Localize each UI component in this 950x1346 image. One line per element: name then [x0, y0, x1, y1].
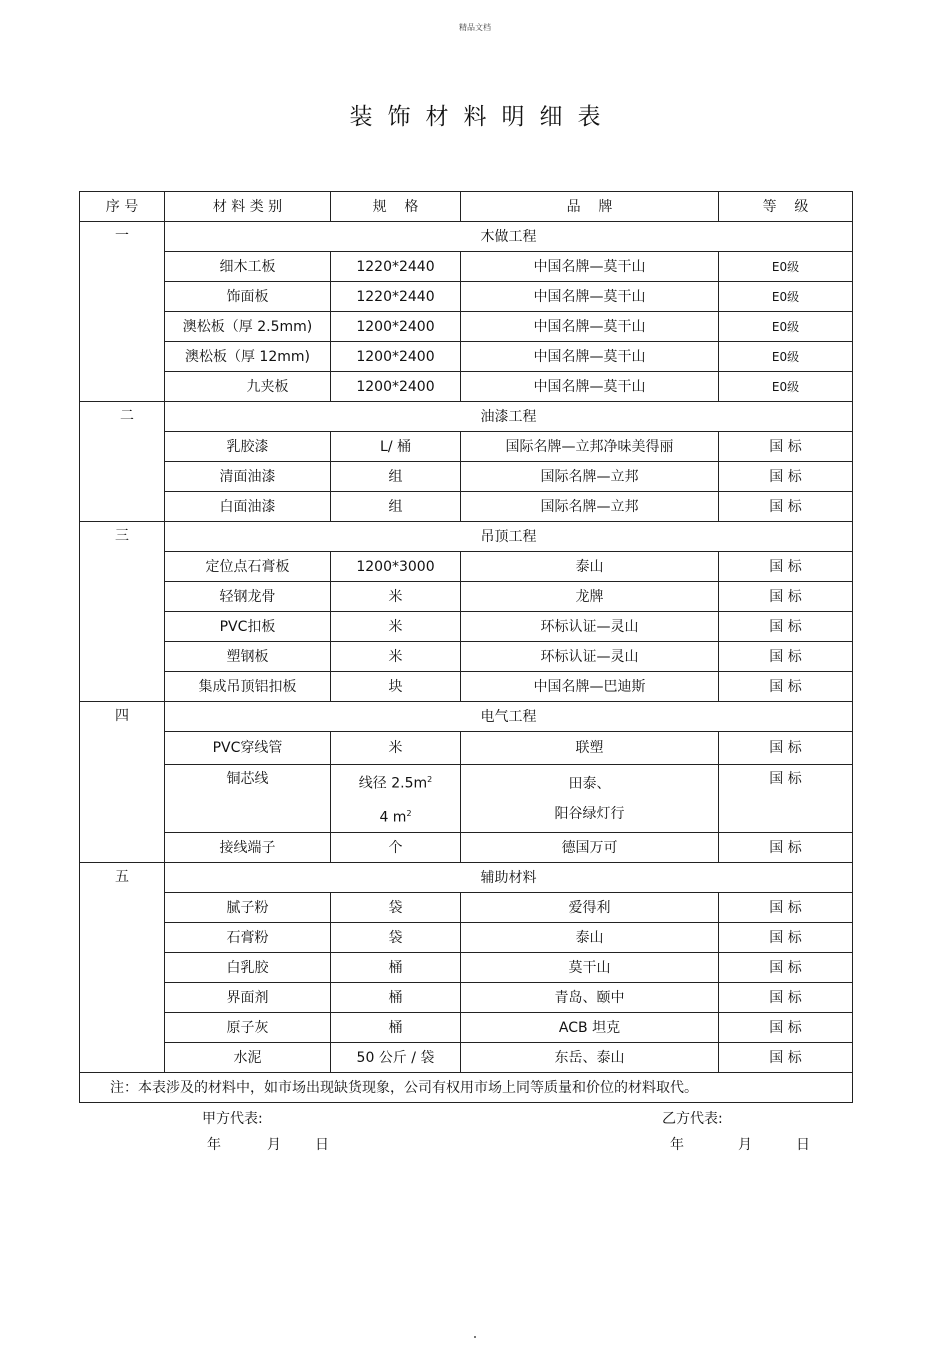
- party-a-label: 甲方代表:: [202, 1111, 263, 1127]
- brand-line-1: 田泰、: [568, 775, 611, 792]
- cell-spec: 1200*3000: [331, 552, 461, 582]
- section-row: [80, 402, 853, 432]
- cell-category: 白乳胶: [165, 953, 331, 983]
- cell-category: 九夹板: [165, 372, 331, 402]
- brand-line-2: 阳谷绿灯行: [554, 805, 625, 822]
- cell-spec: 桶: [331, 953, 461, 983]
- date-year: 年: [207, 1137, 221, 1153]
- table-row: [80, 432, 853, 462]
- party-b-label: 乙方代表:: [662, 1111, 723, 1127]
- cell-brand: 德国万可: [461, 833, 719, 863]
- cell-category: 轻钢龙骨: [165, 582, 331, 612]
- cell-spec: 1220*2440: [331, 252, 461, 282]
- header-grade: 等 级: [719, 192, 853, 222]
- section-index: 一: [80, 222, 165, 402]
- table-row: [80, 672, 853, 702]
- table-row: [80, 552, 853, 582]
- cell-grade: 国 标: [719, 582, 853, 612]
- cell-brand: 青岛、颐中: [461, 983, 719, 1013]
- party-a-date: [207, 1134, 329, 1154]
- cell-spec: 米: [331, 582, 461, 612]
- cell-category: 清面油漆: [165, 462, 331, 492]
- cell-grade: 国 标: [719, 732, 853, 765]
- section-index: 二: [80, 402, 165, 522]
- section-row: [80, 702, 853, 732]
- table-row: [80, 252, 853, 282]
- table-row: [80, 923, 853, 953]
- cell-category: 定位点石膏板: [165, 552, 331, 582]
- date-day: 日: [315, 1137, 329, 1153]
- cell-grade: 国 标: [719, 833, 853, 863]
- cell-grade: 国 标: [719, 492, 853, 522]
- spec-line-1: 线径 2.5m: [358, 775, 428, 792]
- spec-line-1-sup: 2: [427, 775, 433, 784]
- cell-spec: 袋: [331, 893, 461, 923]
- cell-category: 乳胶漆: [165, 432, 331, 462]
- cell-grade: 国 标: [719, 1043, 853, 1073]
- cell-spec: 米: [331, 612, 461, 642]
- cell-grade: 国 标: [719, 765, 853, 833]
- table-row: [80, 312, 853, 342]
- spec-line-2: 4 m: [379, 809, 407, 826]
- cell-brand: 泰山: [461, 552, 719, 582]
- cell-brand: 环标认证—灵山: [461, 612, 719, 642]
- cell-spec: 1200*2400: [331, 372, 461, 402]
- cell-brand: 中国名牌—莫干山: [461, 342, 719, 372]
- section-row: [80, 222, 853, 252]
- table-row: [80, 1013, 853, 1043]
- cell-spec: 组: [331, 462, 461, 492]
- cell-category: 白面油漆: [165, 492, 331, 522]
- section-row: [80, 863, 853, 893]
- cell-category: 石膏粉: [165, 923, 331, 953]
- section-index: 三: [80, 522, 165, 702]
- section-index: 五: [80, 863, 165, 1073]
- cell-spec: 1200*2400: [331, 312, 461, 342]
- cell-spec: 米: [331, 642, 461, 672]
- section-name: 油漆工程: [165, 402, 853, 432]
- table-row: [80, 342, 853, 372]
- cell-grade: 国 标: [719, 923, 853, 953]
- cell-spec: 桶: [331, 983, 461, 1013]
- cell-brand: ACB 坦克: [461, 1013, 719, 1043]
- section-row: [80, 522, 853, 552]
- cell-brand: 中国名牌—莫干山: [461, 312, 719, 342]
- cell-brand: 联塑: [461, 732, 719, 765]
- cell-spec: 组: [331, 492, 461, 522]
- header-brand: 品 牌: [461, 192, 719, 222]
- cell-category: 饰面板: [165, 282, 331, 312]
- section-name: 吊顶工程: [165, 522, 853, 552]
- cell-category: 界面剂: [165, 983, 331, 1013]
- cell-category: 塑钢板: [165, 642, 331, 672]
- cell-brand: 莫干山: [461, 953, 719, 983]
- cell-grade: 国 标: [719, 1013, 853, 1043]
- section-name: 木做工程: [165, 222, 853, 252]
- cell-spec: L/ 桶: [331, 432, 461, 462]
- cell-brand: 环标认证—灵山: [461, 642, 719, 672]
- cell-spec: [331, 765, 461, 833]
- cell-category: 腻子粉: [165, 893, 331, 923]
- cell-category: 铜芯线: [165, 765, 331, 833]
- cell-category: PVC扣板: [165, 612, 331, 642]
- page-title: 装饰材料明细表: [349, 104, 616, 130]
- table-row: [80, 372, 853, 402]
- section-index: 四: [80, 702, 165, 863]
- date-year: 年: [670, 1137, 684, 1153]
- date-month: 月: [267, 1137, 281, 1153]
- table-row: [80, 983, 853, 1013]
- cell-grade: 国 标: [719, 893, 853, 923]
- section-name: 电气工程: [165, 702, 853, 732]
- table-row: [80, 732, 853, 765]
- cell-spec: 米: [331, 732, 461, 765]
- cell-brand: 中国名牌—巴迪斯: [461, 672, 719, 702]
- table-row: [80, 582, 853, 612]
- cell-brand: 中国名牌—莫干山: [461, 252, 719, 282]
- cell-brand: 国际名牌—立邦: [461, 462, 719, 492]
- cell-grade: E0级: [719, 342, 853, 372]
- cell-category: 细木工板: [165, 252, 331, 282]
- party-b-date: [670, 1134, 810, 1154]
- section-name: 辅助材料: [165, 863, 853, 893]
- cell-spec: 个: [331, 833, 461, 863]
- cell-grade: 国 标: [719, 432, 853, 462]
- cell-grade: 国 标: [719, 612, 853, 642]
- table-row: [80, 462, 853, 492]
- cell-brand: 国际名牌—立邦净味美得丽: [461, 432, 719, 462]
- cell-grade: 国 标: [719, 983, 853, 1013]
- table-row: [80, 953, 853, 983]
- cell-grade: E0级: [719, 372, 853, 402]
- cell-grade: 国 标: [719, 642, 853, 672]
- date-month: 月: [738, 1137, 752, 1153]
- cell-grade: 国 标: [719, 672, 853, 702]
- cell-grade: E0级: [719, 312, 853, 342]
- header-category: 材 料 类 别: [165, 192, 331, 222]
- cell-brand: 中国名牌—莫干山: [461, 372, 719, 402]
- header-index: 序 号: [80, 192, 165, 222]
- note-row: [80, 1073, 853, 1103]
- cell-spec: 1220*2440: [331, 282, 461, 312]
- cell-spec: 50 公斤 / 袋: [331, 1043, 461, 1073]
- table-header-row: [80, 192, 853, 222]
- cell-grade: 国 标: [719, 953, 853, 983]
- cell-category: 集成吊顶铝扣板: [165, 672, 331, 702]
- cell-spec: 桶: [331, 1013, 461, 1043]
- table-row: [80, 282, 853, 312]
- cell-category: 水泥: [165, 1043, 331, 1073]
- cell-category: 澳松板（厚 2.5mm): [165, 312, 331, 342]
- cell-grade: E0级: [719, 252, 853, 282]
- cell-category: 原子灰: [165, 1013, 331, 1043]
- cell-brand: 中国名牌—莫干山: [461, 282, 719, 312]
- table-row: [80, 893, 853, 923]
- materials-table: [79, 191, 853, 1103]
- date-day: 日: [796, 1137, 810, 1153]
- cell-grade: 国 标: [719, 552, 853, 582]
- cell-brand: [461, 765, 719, 833]
- table-note: 注：本表涉及的材料中，如市场出现缺货现象，公司有权用市场上同等质量和价位的材料取代。: [80, 1073, 853, 1103]
- cell-brand: 爱得利: [461, 893, 719, 923]
- cell-brand: 国际名牌—立邦: [461, 492, 719, 522]
- table-row: [80, 642, 853, 672]
- table-row: [80, 1043, 853, 1073]
- table-row: [80, 612, 853, 642]
- table-row: [80, 833, 853, 863]
- table-row: [80, 765, 853, 833]
- cell-category: 澳松板（厚 12mm): [165, 342, 331, 372]
- cell-brand: 泰山: [461, 923, 719, 953]
- cell-spec: 块: [331, 672, 461, 702]
- cell-grade: E0级: [719, 282, 853, 312]
- cell-brand: 东岳、泰山: [461, 1043, 719, 1073]
- table-row: [80, 492, 853, 522]
- cell-category: PVC穿线管: [165, 732, 331, 765]
- cell-brand: 龙牌: [461, 582, 719, 612]
- page-dot: [474, 1336, 476, 1338]
- cell-category: 接线端子: [165, 833, 331, 863]
- cell-spec: 1200*2400: [331, 342, 461, 372]
- cell-spec: 袋: [331, 923, 461, 953]
- cell-grade: 国 标: [719, 462, 853, 492]
- spec-line-2-sup: 2: [406, 808, 412, 818]
- watermark-text: 精品文档: [459, 23, 491, 32]
- header-spec: 规 格: [331, 192, 461, 222]
